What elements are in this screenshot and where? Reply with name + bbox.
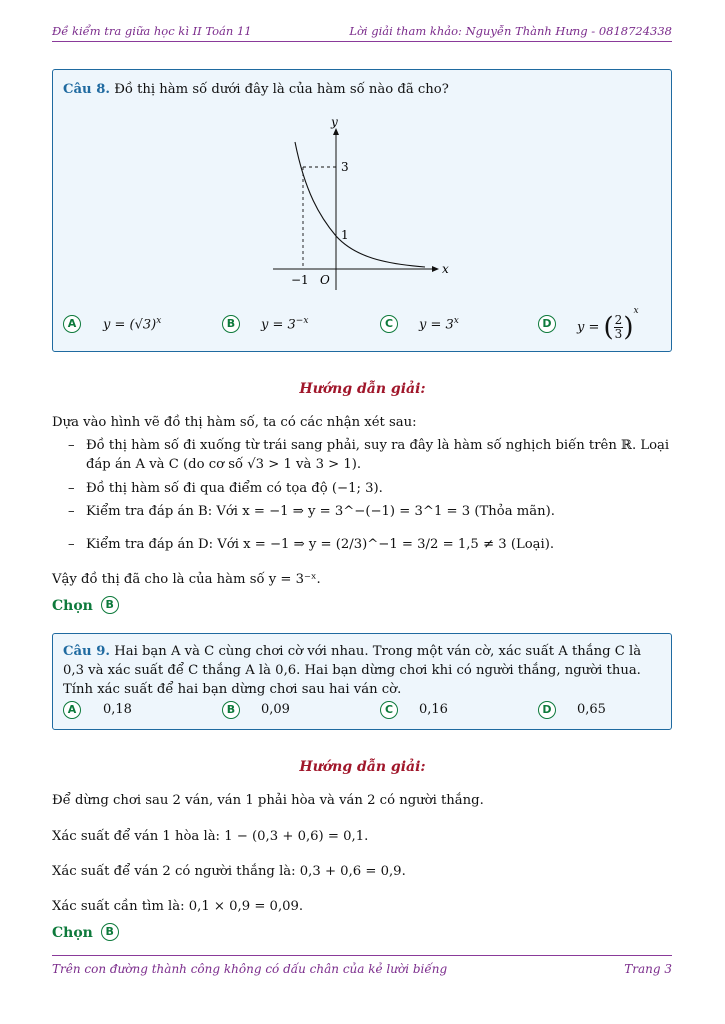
tick-x-label: −1 xyxy=(291,273,309,287)
q9-option-a-circle[interactable]: A xyxy=(63,701,81,719)
q8-graph xyxy=(265,112,465,292)
footer-rule xyxy=(52,955,672,956)
question-9-label: Câu 9. xyxy=(63,644,110,659)
solution-8-title: Hướng dẫn giải: xyxy=(299,381,426,397)
question-8-text xyxy=(63,80,661,99)
q9-option-d-circle[interactable]: D xyxy=(538,701,556,719)
tick-y1-label: 1 xyxy=(341,228,349,242)
question-9-text xyxy=(63,642,661,699)
solution-8-intro: Dựa vào hình vẽ đồ thị hàm số, ta có các nhận xét sau: xyxy=(52,415,417,430)
footer-left: Trên con đường thành công không có dấu chân của kẻ lười biếng xyxy=(52,962,448,976)
option-b-text[interactable]: $y = 3^{-x}$ xyxy=(261,316,309,333)
q9-option-c-text[interactable]: 0,16 xyxy=(419,702,448,717)
option-d-circle[interactable]: D xyxy=(538,315,556,333)
option-d-text[interactable]: y = ( $\frac{2}{3}$ )$^x$ xyxy=(577,306,639,343)
question-9-box xyxy=(52,633,672,730)
q9-option-c-circle[interactable]: C xyxy=(380,701,398,719)
header-rule xyxy=(52,41,672,42)
solution-8-conclusion: Vậy đồ thị đã cho là của hàm số y = 3⁻ˣ. xyxy=(52,572,321,587)
choose-answer-circle: B xyxy=(101,923,119,941)
option-b-circle[interactable]: B xyxy=(222,315,240,333)
header-right: Lời giải tham khảo: Nguyễn Thành Hưng - 0818724338 xyxy=(349,24,672,38)
header-left: Đề kiểm tra giữa học kì II Toán 11 xyxy=(52,24,252,38)
footer-right: Trang 3 xyxy=(624,962,672,976)
question-9-prompt: Hai bạn A và C cùng chơi cờ với nhau. Trong một ván cờ, xác suất A thắng C là 0,3 và xác suất để C thắng A là 0,6. Hai bạn dừng chơi khi có người thắng, người thua. Tính xác suất để hai bạn dừng chơi sau hai ván cờ. xyxy=(63,644,642,697)
solution-9-line-1: Để dừng chơi sau 2 ván, ván 1 phải hòa và ván 2 có người thắng. xyxy=(52,793,484,808)
option-c-text[interactable]: $y = 3^x$ xyxy=(419,316,459,333)
y-axis-label: y xyxy=(331,115,338,129)
q9-option-b-circle[interactable]: B xyxy=(222,701,240,719)
option-a-text[interactable]: $y = (√3)^x$ xyxy=(103,316,162,333)
solution-9-line-2: Xác suất để ván 1 hòa là: 1 − (0,3 + 0,6) = 0,1. xyxy=(52,829,369,844)
x-axis-arrow-icon xyxy=(432,266,439,272)
choose-label: Chọn xyxy=(52,598,93,614)
origin-label: O xyxy=(320,273,330,287)
solution-9-title: Hướng dẫn giải: xyxy=(299,759,426,775)
page-header xyxy=(52,24,672,40)
tick-y3-label: 3 xyxy=(341,160,349,174)
solution-9-line-4: Xác suất cần tìm là: 0,1 × 0,9 = 0,09. xyxy=(52,899,304,914)
choose-label: Chọn xyxy=(52,925,93,941)
x-axis-label: x xyxy=(442,262,449,276)
choose-answer-circle: B xyxy=(101,596,119,614)
y-axis-arrow-icon xyxy=(333,128,339,135)
function-curve xyxy=(295,142,425,267)
solution-9-line-3: Xác suất để ván 2 có người thắng là: 0,3 + 0,6 = 0,9. xyxy=(52,864,406,879)
q9-option-a-text[interactable]: 0,18 xyxy=(103,702,132,717)
q9-option-d-text[interactable]: 0,65 xyxy=(577,702,606,717)
option-c-circle[interactable]: C xyxy=(380,315,398,333)
solution-9-choose xyxy=(52,924,119,942)
question-8-label: Câu 8. xyxy=(63,82,110,97)
question-8-prompt: Đồ thị hàm số dưới đây là của hàm số nào đã cho? xyxy=(114,82,449,97)
option-a-circle[interactable]: A xyxy=(63,315,81,333)
question-8-box xyxy=(52,69,672,352)
solution-8-choose xyxy=(52,597,119,615)
page-footer xyxy=(52,962,672,978)
q9-option-b-text[interactable]: 0,09 xyxy=(261,702,290,717)
